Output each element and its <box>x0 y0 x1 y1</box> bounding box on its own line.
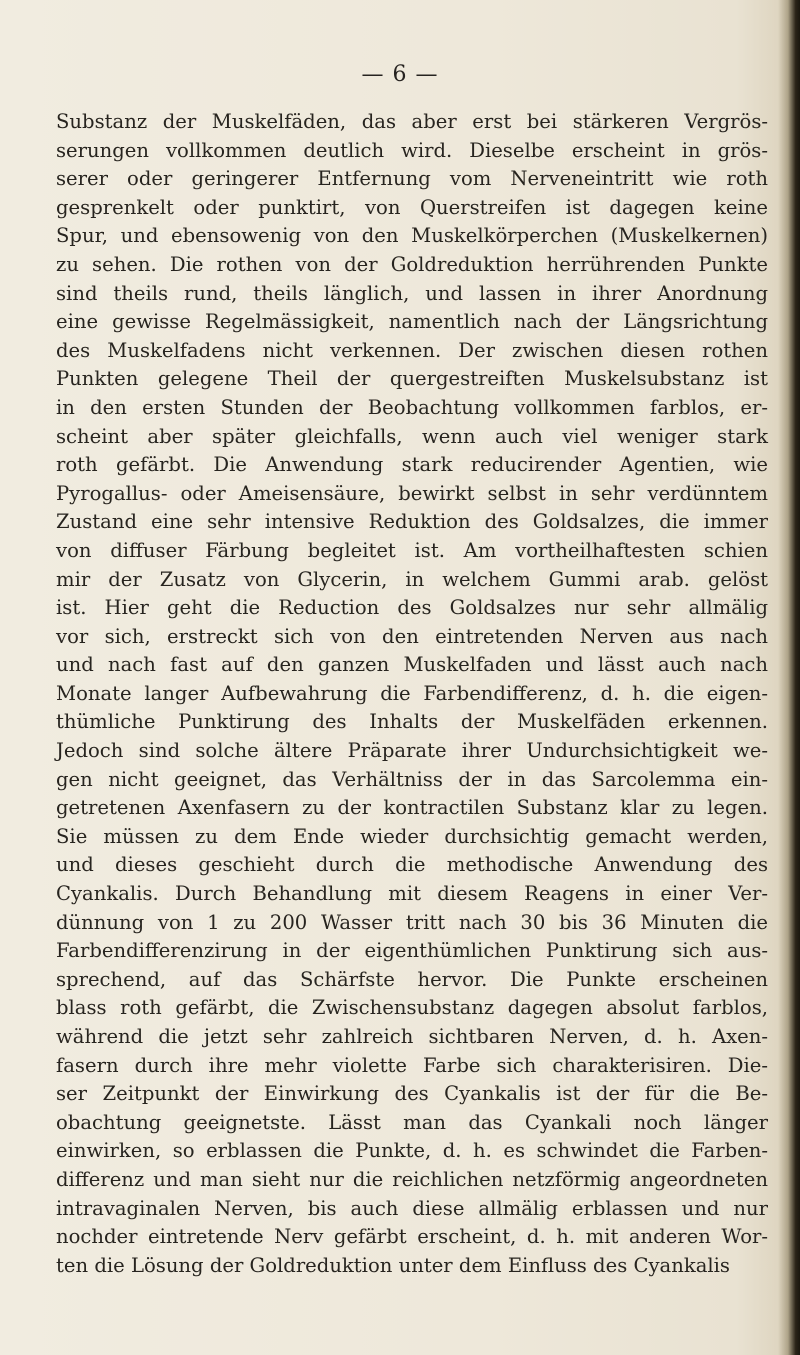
text-line: und nach fast auf den ganzen Muskelfaden und lässt auch nach <box>56 653 768 677</box>
text-line: und dieses geschieht durch die methodische Anwendung des <box>56 853 768 877</box>
text-line: des Muskelfadens nicht verkennen. Der zwischen diesen rothen <box>56 338 768 362</box>
text-line: Cyankalis. Durch Behandlung mit diesem Reagens in einer Ver- <box>56 882 768 906</box>
body-text <box>56 108 768 1280</box>
text-line: Punkten gelegene Theil der quergestreiften Muskelsubstanz ist <box>56 367 768 391</box>
text-line: intravaginalen Nerven, bis auch diese allmälig erblassen und nur <box>56 1196 768 1220</box>
text-line: sprechend, auf das Schärfste hervor. Die Punkte erscheinen <box>56 967 768 991</box>
text-line: obachtung geeignetste. Lässt man das Cyankali noch länger <box>56 1110 768 1134</box>
text-line: roth gefärbt. Die Anwendung stark reducirender Agentien, wie <box>56 453 768 477</box>
text-line: mir der Zusatz von Glycerin, in welchem Gummi arab. gelöst <box>56 567 768 591</box>
text-line: vor sich, erstreckt sich von den eintretenden Nerven aus nach <box>56 624 768 648</box>
text-line: nochder eintretende Nerv gefärbt erscheint, d. h. mit anderen Wor- <box>56 1225 768 1249</box>
text-line: Spur, und ebensowenig von den Muskelkörperchen (Muskelkernen) <box>56 224 768 248</box>
text-line: Substanz der Muskelfäden, das aber erst bei stärkeren Vergrös- <box>56 110 768 133</box>
text-line: in den ersten Stunden der Beobachtung vollkommen farblos, er- <box>56 395 768 419</box>
text-line: getretenen Axenfasern zu der kontractilen Substanz klar zu legen. <box>56 796 768 820</box>
text-line: differenz und man sieht nur die reichlichen netzförmig angeordneten <box>56 1167 768 1191</box>
text-line: fasern durch ihre mehr violette Farbe sich charakterisiren. Die- <box>56 1053 768 1077</box>
text-line: Jedoch sind solche ältere Präparate ihrer Undurchsichtigkeit we- <box>56 739 768 763</box>
text-line: Pyrogallus- oder Ameisensäure, bewirkt selbst in sehr verdünntem <box>56 481 768 505</box>
text-line: von diffuser Färbung begleitet ist. Am vortheilhaftesten schien <box>56 538 768 562</box>
page-number: — 6 — <box>361 62 439 87</box>
text-line: serungen vollkommen deutlich wird. Dieselbe erscheint in grös- <box>56 138 768 162</box>
text-line: sind theils rund, theils länglich, und lassen in ihrer Anordnung <box>56 281 768 305</box>
text-line: ser Zeitpunkt der Einwirkung des Cyankalis ist der für die Be- <box>56 1082 768 1106</box>
text-line: gesprenkelt oder punktirt, von Querstreifen ist dagegen keine <box>56 195 768 219</box>
text-line: Sie müssen zu dem Ende wieder durchsichtig gemacht werden, <box>56 824 768 848</box>
text-line: blass roth gefärbt, die Zwischensubstanz dagegen absolut farblos, <box>56 996 768 1020</box>
text-line: gen nicht geeignet, das Verhältniss der in das Sarcolemma ein- <box>56 767 768 791</box>
text-line: ten die Lösung der Goldreduktion unter dem Einfluss des Cyankalis <box>56 1253 730 1277</box>
text-line: während die jetzt sehr zahlreich sichtbaren Nerven, d. h. Axen- <box>56 1025 768 1048</box>
text-line: eine gewisse Regelmässigkeit, namentlich nach der Längsrichtung <box>56 310 768 334</box>
text-line: Farbendifferenzirung in der eigenthümlichen Punktirung sich aus- <box>56 939 768 963</box>
text-line: einwirken, so erblassen die Punkte, d. h. es schwindet die Farben- <box>56 1139 768 1163</box>
text-line: dünnung von 1 zu 200 Wasser tritt nach 30 bis 36 Minuten die <box>56 910 768 934</box>
text-line: serer oder geringerer Entfernung vom Nerveneintritt wie roth <box>56 167 768 191</box>
text-line: Zustand eine sehr intensive Reduktion des Goldsalzes, die immer <box>56 510 768 534</box>
text-line: scheint aber später gleichfalls, wenn auch viel weniger stark <box>56 424 768 448</box>
text-line: ist. Hier geht die Reduction des Goldsalzes nur sehr allmälig <box>56 596 768 620</box>
page-edge <box>778 0 800 1355</box>
text-line: zu sehen. Die rothen von der Goldreduktion herrührenden Punkte <box>56 252 768 276</box>
text-line: thümliche Punktirung des Inhalts der Muskelfäden erkennen. <box>56 710 768 734</box>
text-line: Monate langer Aufbewahrung die Farbendifferenz, d. h. die eigen- <box>56 681 768 705</box>
